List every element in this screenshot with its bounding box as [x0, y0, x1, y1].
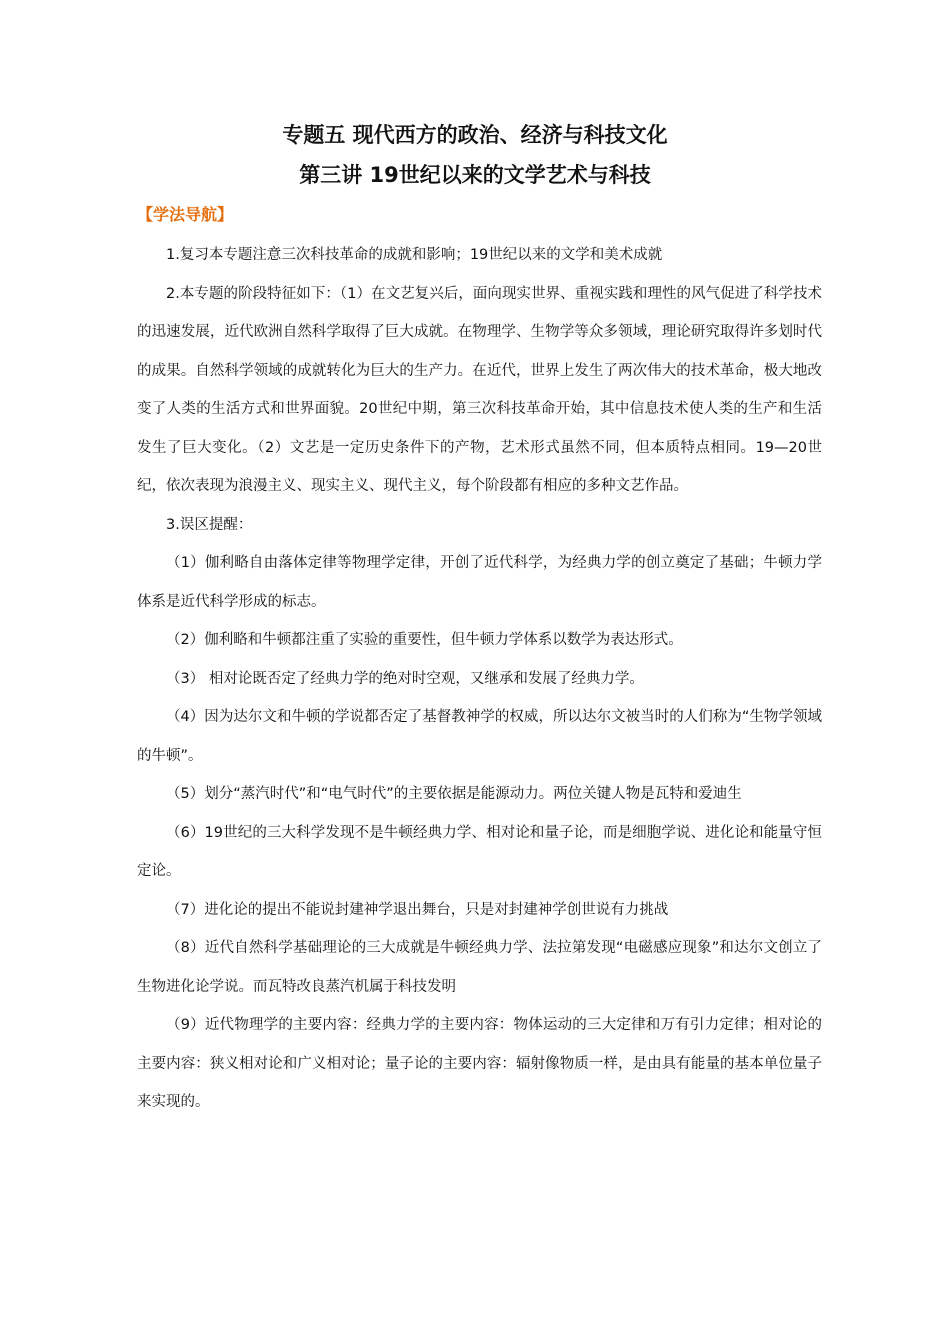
paragraph-12: （9）近代物理学的主要内容：经典力学的主要内容：物体运动的三大定律和万有引力定律；相对论的主要内容：狭义相对论和广义相对论；量子论的主要内容：辐射像物质一样，是由具有能量的基本单位量子来实现的。	[137, 1017, 822, 1110]
paragraph-5: （2）伽利略和牛顿都注重了实验的重要性，但牛顿力学体系以数学为表达形式。	[166, 632, 683, 648]
paragraph-8: （5）划分“蒸汽时代”和“电气时代”的主要依据是能源动力。两位关键人物是瓦特和爱迪生	[166, 786, 742, 802]
section-heading: 【学法导航】	[137, 205, 234, 224]
paragraph-9: （6）19世纪的三大科学发现不是牛顿经典力学、相对论和量子论，而是细胞学说、进化论和能量守恒定论。	[137, 824, 822, 879]
paragraph-10: （7）进化论的提出不能说封建神学退出舞台，只是对封建神学创世说有力挑战	[166, 901, 669, 918]
paragraph-2: 2.本专题的阶段特征如下：（1）在文艺复兴后，面向现实世界、重视实践和理性的风气促进了科学技术的迅速发展，近代欧洲自然科学取得了巨大成就。在物理学、生物学等众多领域，理论研究取得许多划时代的成果。自然科学领域的成就转化为巨大的生产力。在近代，世界上发生了两次伟大的技术革命，极大地改变了人类的生活方式和世界面貌。20世纪中期，第三次科技革命开始，其中信息技术使人类的生产和生活发生了巨大变化。（2）文艺是一定历史条件下的产物，艺术形式虽然不同，但本质特点相同。19—20世纪，依次表现为浪漫主义、现实主义、现代主义，每个阶段都有相应的多种文艺作品。	[137, 285, 822, 494]
paragraph-3: 3.误区提醒：	[166, 516, 253, 533]
document-body	[137, 236, 822, 1122]
paragraph-11: （8）近代自然科学基础理论的三大成就是牛顿经典力学、法拉第发现“电磁感应现象”和达尔文创立了生物进化论学说。而瓦特改良蒸汽机属于科技发明	[137, 940, 822, 995]
document-subtitle: 第三讲 19世纪以来的文学艺术与科技	[299, 163, 651, 187]
document-title: 专题五 现代西方的政治、经济与科技文化	[282, 123, 668, 147]
paragraph-1: 1.复习本专题注意三次科技革命的成就和影响；19世纪以来的文学和美术成就	[166, 247, 663, 263]
paragraph-7: （4）因为达尔文和牛顿的学说都否定了基督教神学的权威，所以达尔文被当时的人们称为“生物学领域的牛顿”。	[137, 709, 822, 764]
paragraph-6: （3） 相对论既否定了经典力学的绝对时空观，又继承和发展了经典力学。	[166, 670, 644, 687]
paragraph-4: （1）伽利略自由落体定律等物理学定律，开创了近代科学，为经典力学的创立奠定了基础；牛顿力学体系是近代科学形成的标志。	[137, 555, 822, 610]
